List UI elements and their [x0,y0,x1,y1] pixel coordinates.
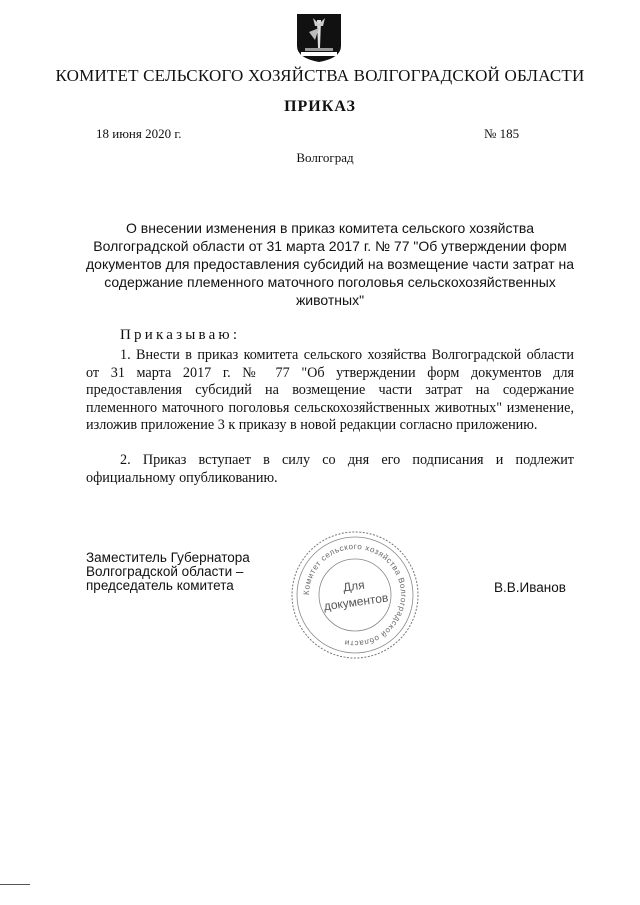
paragraph-2: 2. Приказ вступает в силу со дня его подписания и подлежит официальному опубликованию. [86,452,574,486]
title-line: животных" [295,292,365,308]
position-line: Волгоградской области – [86,564,244,579]
paragraph-1: 1. Внести в приказ комитета сельского хозяйства Волгоградской области от 31 марта 2017 г. № 77 "Об утверждении форм документов для предоставления субсидий на возмещение части затрат на содержание племенного маточного поголовья сельскохозяйственных животных" изменение, изложив приложение 3 к приказу в новой редакции согласно приложению. [86,347,574,433]
coat-of-arms-emblem [295,12,343,64]
seal-ring-text: Комитет сельского хозяйства Волгоградской области [301,541,409,649]
official-seal [288,528,422,662]
seal-center-line-1: Для [342,577,366,595]
order-word: Приказываю: [120,327,241,343]
document-city: Волгоград [296,150,354,165]
title-line: О внесении изменения в приказ комитета сельского хозяйства [126,220,534,236]
seal-center-line-2: документов [322,590,390,614]
organization-name: КОМИТЕТ СЕЛЬСКОГО ХОЗЯЙСТВА ВОЛГОГРАДСКОЙ ОБЛАСТИ [55,66,585,85]
document-title [80,219,580,309]
position-line: Заместитель Губернатора [86,550,250,565]
position-line: председатель комитета [86,578,234,593]
document-type: ПРИКАЗ [284,98,356,115]
signatory-name: В.В.Иванов [494,580,566,595]
title-line: документов для предоставления субсидий на возмещение части затрат на [86,256,574,272]
signatory-position [86,551,250,593]
title-line: содержание племенного маточного поголовья сельскохозяйственных [104,274,556,290]
document-date: 18 июня 2020 г. [96,126,182,141]
title-line: Волгоградской области от 31 марта 2017 г. № 77 "Об утверждении форм [93,238,567,254]
document-number: № 185 [484,126,520,141]
footer-divider [0,884,30,885]
